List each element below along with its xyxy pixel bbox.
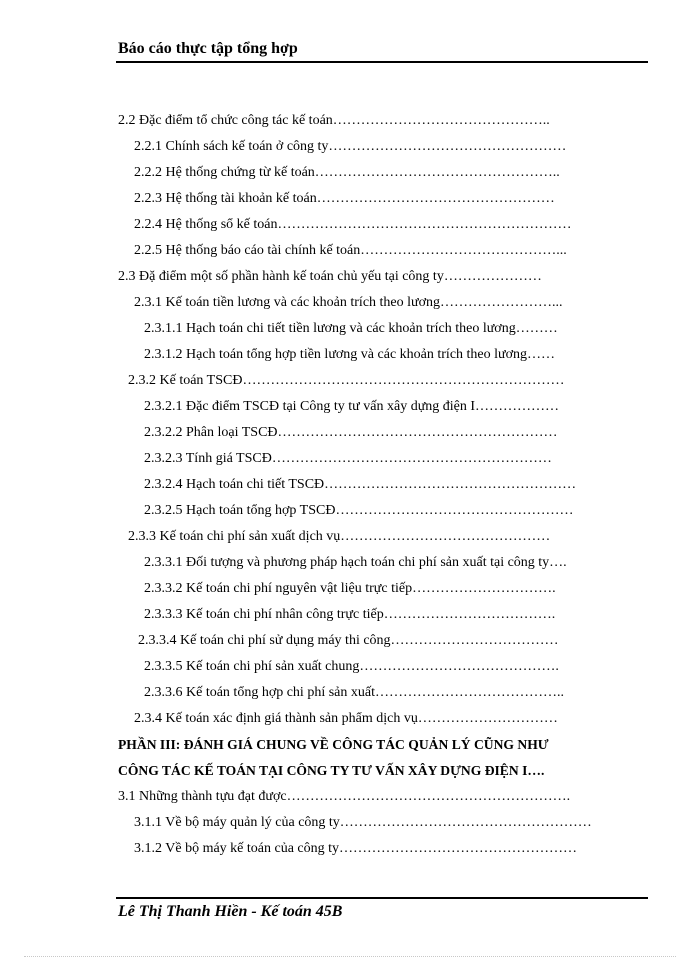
toc-entry-2-3-2-4: 2.3.2.4 Hạch toán chi tiết TSCĐ……………………………………………… [144, 477, 577, 492]
toc-entry-3-1-2: 3.1.2 Về bộ máy kế toán của công ty…………………………………………… [134, 841, 578, 856]
toc-entry-2-3-2-3: 2.3.2.3 Tính giá TSCĐ…………………………………………………… [144, 451, 552, 466]
toc-entry-2-2-5: 2.2.5 Hệ thống báo cáo tài chính kế toán……………………………………... [134, 243, 567, 258]
toc-entry-2-3-3-6: 2.3.3.6 Kế toán tổng hợp chi phí sản xuất………………………………….. [144, 685, 564, 700]
toc-entry-2-3-2-2: 2.3.2.2 Phân loại TSCĐ…………………………………………………… [144, 425, 558, 440]
toc-entry-2-3-4: 2.3.4 Kế toán xác định giá thành sản phẩm dịch vụ………………………… [134, 711, 558, 726]
toc-entry-2-2-1: 2.2.1 Chính sách kế toán ở công ty…………………………………………… [134, 139, 567, 154]
toc-entry-2-3-1-1: 2.3.1.1 Hạch toán chi tiết tiền lương và các khoản trích theo lương……… [144, 321, 558, 336]
toc-entry-2-3-2: 2.3.2 Kế toán TSCĐ…………………………………………………………… [128, 373, 565, 388]
toc-entry-2-3-3-4: 2.3.3.4 Kế toán chi phí sử dụng máy thi công……………………………… [138, 633, 559, 648]
toc-entry-2-3-2-5: 2.3.2.5 Hạch toán tổng hợp TSCĐ…………………………………………… [144, 503, 574, 518]
toc-entry-2-3-3-3: 2.3.3.3 Kế toán chi phí nhân công trực tiếp………………………………. [144, 607, 556, 622]
header-rule [116, 61, 648, 63]
toc-entry-3-1-1: 3.1.1 Về bộ máy quản lý của công ty……………………………………………… [134, 815, 592, 830]
toc-entry-2-2-4: 2.2.4 Hệ thống sổ kế toán……………………………………………………… [134, 217, 572, 232]
toc-entry-2-3-3: 2.3.3 Kế toán chi phí sản xuất dịch vụ……………………………………… [128, 529, 551, 544]
toc-entry-2-2-3: 2.2.3 Hệ thống tài khoản kế toán…………………………………………… [134, 191, 555, 206]
toc-entry-2-3: 2.3 Đặ điểm một số phần hành kế toán chủ yếu tại công ty………………… [118, 269, 542, 284]
toc-entry-2-3-1-2: 2.3.1.2 Hạch toán tổng hợp tiền lương và các khoản trích theo lương…… [144, 347, 556, 362]
toc-entry-2-2-2: 2.2.2 Hệ thống chứng từ kế toán…………………………………………….. [134, 165, 560, 180]
footer-rule [116, 897, 648, 899]
report-footer-author: Lê Thị Thanh Hiền - Kế toán 45B [118, 903, 343, 920]
toc-entry-2-3-1: 2.3.1 Kế toán tiền lương và các khoản trích theo lương……………………... [134, 295, 563, 310]
toc-entry-3-1: 3.1 Những thành tựu đạt được……………………………………………………. [118, 789, 571, 804]
toc-part-3-heading-line-1: PHẦN III: ĐÁNH GIÁ CHUNG VỀ CÔNG TÁC QUẢN LÝ CŨNG NHƯ [118, 737, 549, 752]
toc-entry-2-3-2-1: 2.3.2.1 Đặc điểm TSCĐ tại Công ty tư vấn xây dựng điện I……………… [144, 399, 560, 414]
toc-entry-2-3-3-5: 2.3.3.5 Kế toán chi phí sản xuất chung……………………………………. [144, 659, 559, 674]
toc-entry-2-2: 2.2 Đặc điểm tổ chức công tác kế toán……………………………………….. [118, 113, 550, 128]
report-header-title: Báo cáo thực tập tổng hợp [118, 40, 298, 57]
page-edge-divider [24, 956, 676, 957]
toc-entry-2-3-3-2: 2.3.3.2 Kế toán chi phí nguyên vật liệu trực tiếp…………………………. [144, 581, 556, 596]
toc-part-3-heading-line-2: CÔNG TÁC KẾ TOÁN TẠI CÔNG TY TƯ VẤN XÂY DỰNG ĐIỆN I…. [118, 763, 545, 778]
toc-entry-2-3-3-1: 2.3.3.1 Đối tượng và phương pháp hạch toán chi phí sản xuất tại công ty…. [144, 555, 567, 570]
